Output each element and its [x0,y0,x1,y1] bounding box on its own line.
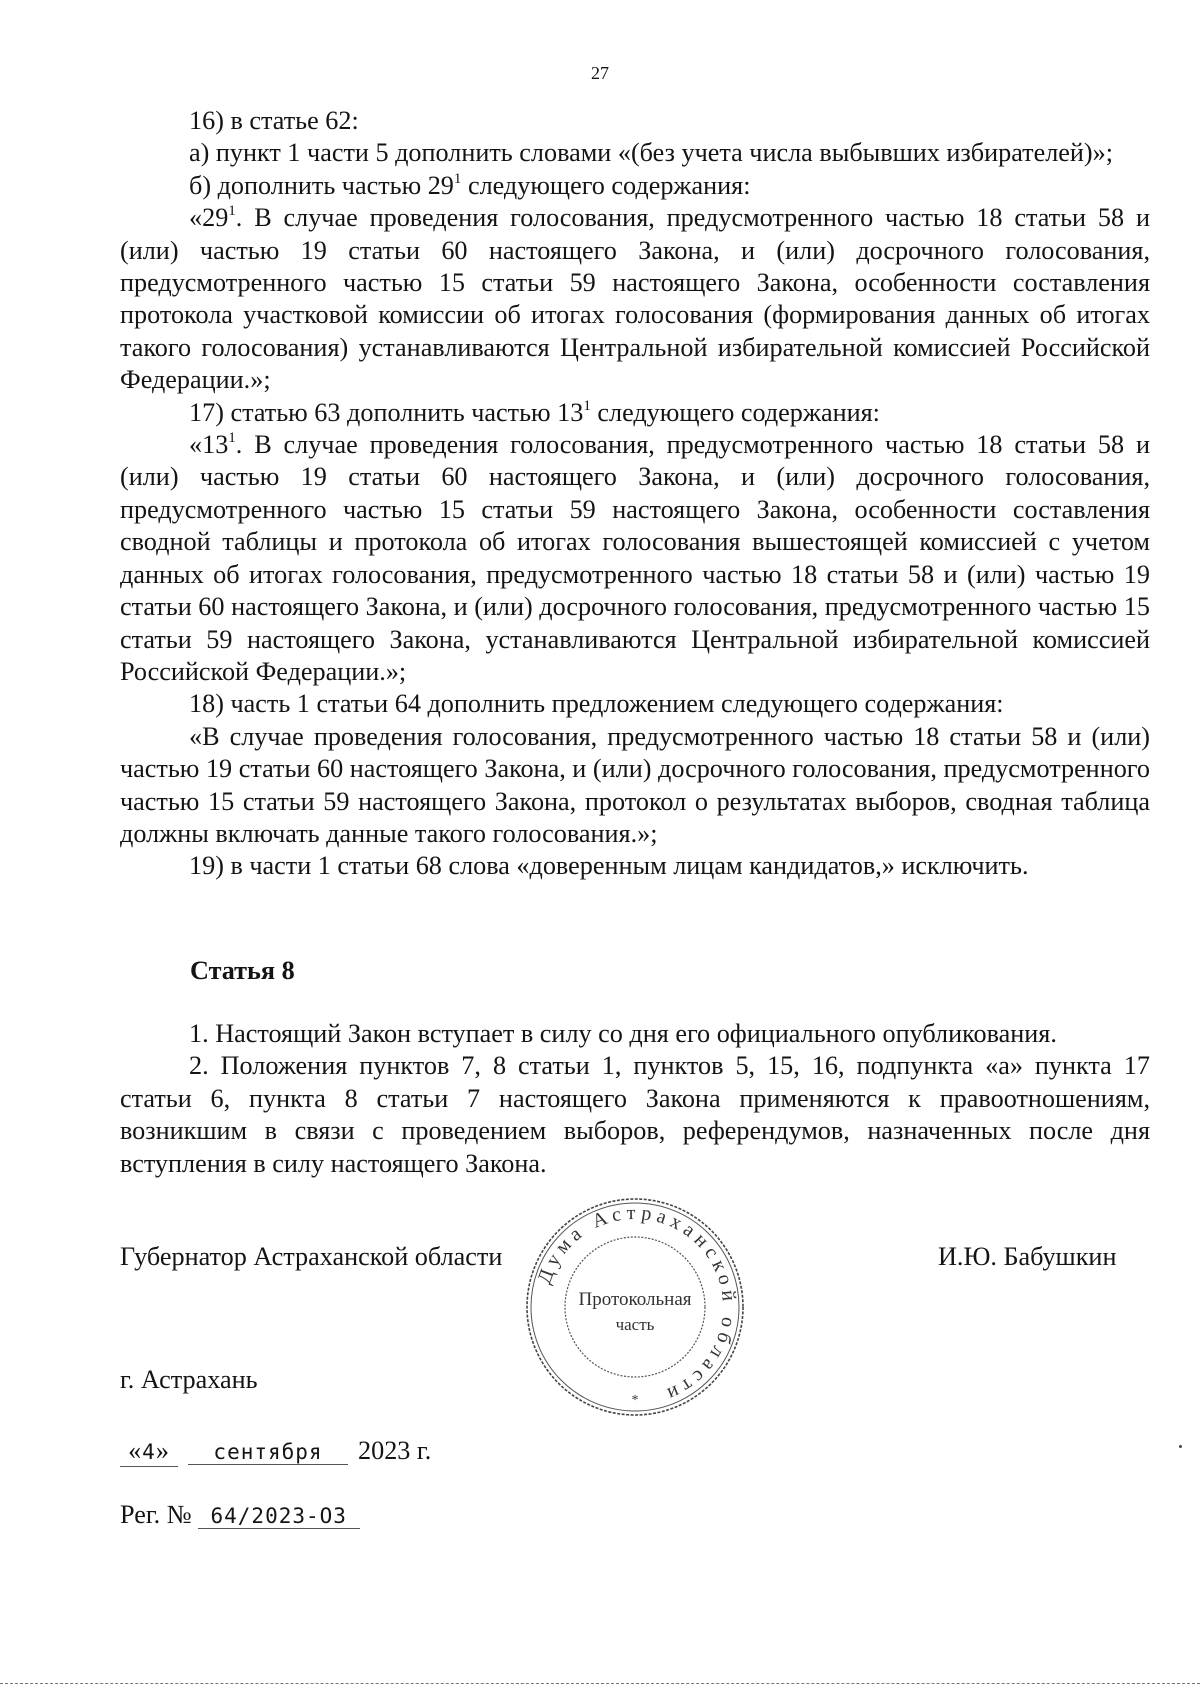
quote-number: «13 [189,430,229,460]
paragraph-16-b [120,170,1150,202]
article-heading: Статья 8 [190,956,295,985]
seal-stamp [520,1192,750,1422]
registration-line [120,1500,360,1530]
stamp-ring-text: Дума Астраханской области [533,1201,741,1407]
quote-open: « [128,1436,143,1465]
paragraph-16-b-text: б) дополнить частью 29 [189,170,454,200]
superscript: 1 [228,203,236,220]
stamp-center-line-2: часть [615,1315,655,1334]
signatory-name: И.Ю. Бабушкин [938,1242,1117,1271]
page-number: 27 [591,63,609,83]
date-day-field [120,1436,178,1467]
paragraph-16-quote [120,202,1150,396]
paragraph-16-b-tail: следующего содержания: [461,170,751,200]
city: г. Астрахань [120,1365,258,1394]
superscript: 1 [453,170,462,187]
date-month: сентября [188,1440,348,1465]
amendments-text [120,105,1150,883]
signatory-title: Губернатор Астраханской области [120,1242,503,1271]
date-day: 4 [142,1440,156,1464]
paragraph-18: 18) часть 1 статьи 64 дополнить предложением следующего содержания: [189,689,1004,719]
quote-text: . В случае проведения голосования, предусмотренного частью 18 статьи 58 и (или) частью 19 статьи 60 настоящего Закона, и (или) досрочного голосования, предусмотренного частью 15 статьи 59 настоящего Закона, особенности составления сводной таблицы и протокола об итогах голосования вышестоящей комиссией с учетом данных об итогах голосования, предусмотренного частью 18 статьи 58 и (или) частью 19 статьи 60 настоящего Закона, и (или) досрочного голосования, предусмотренного частью 15 статьи 59 настоящего Закона, устанавливаются Центральной избирательной комиссией Российской Федерации.»; [120,430,1150,686]
scan-speck [1179,1445,1182,1448]
article8-text [120,1018,1150,1180]
superscript: 1 [583,397,591,414]
paragraph-17-text: 17) статью 63 дополнить частью 13 [189,397,584,427]
superscript: 1 [228,430,236,447]
stamp-center-line-1: Протокольная [578,1289,692,1310]
paragraph-19: 19) в части 1 статьи 68 слова «доверенным лицам кандидатов,» исключить. [189,851,1029,881]
quote-text: . В случае проведения голосования, предусмотренного частью 18 статьи 58 и (или) частью 19 статьи 60 настоящего Закона, и (или) досрочного голосования, предусмотренного частью 15 статьи 59 настоящего Закона, особенности составления протокола участковой комиссии об итогах голосования (формирования данных об итогах такого голосования) устанавливаются Центральной избирательной комиссией Российской Федерации.»; [120,203,1150,395]
quote-close: » [155,1436,170,1465]
paragraph-17-quote [120,429,1150,688]
date-year: 2023 г. [358,1436,432,1465]
paragraph-17-tail: следующего содержания: [590,397,880,427]
paragraph-18-quote: «В случае проведения голосования, предусмотренного частью 18 статьи 58 и (или) частью 19 статьи 60 настоящего Закона, и (или) досрочного голосования, предусмотренного частью 15 статьи 59 настоящего Закона, протокол о результатах выборов, сводная таблица должны включать данные такого голосования.»; [120,721,1150,848]
paragraph-16-header: 16) в статье 62: [189,106,359,135]
registration-number: 64/2023-ОЗ [198,1504,360,1529]
paragraph-17 [120,397,1150,429]
quote-number: «29 [189,203,229,233]
paragraph-16-a: а) пункт 1 части 5 дополнить словами «(без учета числа выбывших избирателей)»; [189,138,1114,168]
registration-label: Рег. № [120,1500,192,1529]
date-line [120,1436,431,1467]
stamp-star: * [631,1393,639,1408]
article8-item-1: 1. Настоящий Закон вступает в силу со дня его официального опубликования. [189,1019,1057,1048]
page-bottom-rule [0,1683,1200,1684]
article8-item-2: 2. Положения пунктов 7, 8 статьи 1, пунктов 5, 15, 16, подпункта «а» пункта 17 статьи 6, пункта 8 статьи 7 настоящего Закона применяются к правоотношениям, возникшим в связи с проведением выборов, референдумов, назначенных после дня вступления в силу настоящего Закона. [120,1051,1150,1178]
